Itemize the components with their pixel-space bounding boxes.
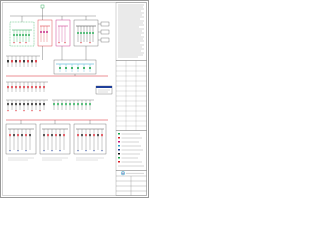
load-icon	[26, 150, 27, 151]
circuit-breaker-icon	[29, 134, 30, 136]
circuit-breaker-icon	[63, 134, 64, 136]
circuit-breaker-icon	[40, 31, 41, 33]
distribution-board-3	[56, 16, 98, 46]
circuit-breaker-icon	[55, 134, 56, 136]
circuit-breaker-icon	[13, 134, 14, 136]
circuit-breaker-icon	[31, 60, 33, 62]
circuit-breaker-icon	[15, 60, 17, 62]
load-icon	[102, 150, 103, 151]
circuit-breaker-icon	[19, 103, 20, 105]
circuit-breaker-icon	[35, 103, 36, 105]
panel-schedule-table	[116, 61, 147, 131]
circuit-breaker-icon	[43, 86, 44, 88]
circuit-breaker-icon	[23, 60, 25, 62]
circuit-breaker-icon	[28, 34, 29, 36]
circuit-breaker-icon	[83, 67, 85, 69]
load-icon	[59, 42, 60, 43]
circuit-breaker-icon	[89, 32, 90, 34]
circuit-breaker-icon	[80, 32, 81, 34]
legend-symbol	[118, 157, 120, 159]
circuit-breaker-icon	[19, 86, 20, 88]
circuit-breaker-icon	[35, 60, 37, 62]
board-frame	[40, 124, 70, 154]
feeder-row-2	[6, 82, 48, 92]
circuit-breaker-icon	[19, 34, 20, 36]
circuit-breaker-icon	[69, 103, 70, 105]
circuit-breaker-icon	[15, 103, 16, 105]
circuit-breaker-icon	[27, 103, 28, 105]
board-frame	[38, 20, 52, 46]
circuit-breaker-icon	[16, 34, 17, 36]
feeder-row-1	[6, 56, 40, 67]
circuit-breaker-icon	[11, 86, 12, 88]
load-icon	[94, 150, 95, 151]
circuit-breaker-icon	[43, 103, 44, 105]
circuit-breaker-icon	[97, 134, 98, 136]
circuit-breaker-icon	[77, 32, 78, 34]
circuit-breaker-icon	[46, 31, 47, 33]
circuit-breaker-icon	[7, 103, 8, 105]
load-icon	[90, 42, 91, 43]
distribution-board-2	[38, 16, 52, 46]
circuit-breaker-icon	[47, 134, 48, 136]
circuit-breaker-icon	[31, 86, 32, 88]
load-icon	[14, 42, 15, 43]
incoming-transformer	[41, 5, 44, 8]
board-captions	[8, 158, 104, 160]
load-icon	[65, 42, 66, 43]
circuit-breaker-icon	[61, 103, 62, 105]
load-icon	[24, 110, 25, 111]
circuit-breaker-icon	[65, 103, 66, 105]
load-icon	[26, 42, 27, 43]
load-icon	[52, 150, 53, 151]
circuit-breaker-icon	[9, 134, 10, 136]
red-feeder-bus	[6, 74, 108, 76]
circuit-breaker-icon	[93, 134, 94, 136]
circuit-breaker-icon	[92, 32, 93, 34]
load-icon	[16, 110, 17, 111]
load-icon	[10, 150, 11, 151]
legend-symbol	[118, 137, 120, 139]
circuit-breaker-icon	[89, 67, 91, 69]
legend-symbol	[118, 133, 120, 135]
lower-distribution-boards	[6, 120, 108, 154]
circuit-breaker-icon	[27, 86, 28, 88]
legend-symbol	[118, 161, 120, 163]
circuit-breaker-icon	[19, 60, 21, 62]
circuit-breaker-icon	[59, 134, 60, 136]
circuit-breaker-icon	[11, 103, 12, 105]
circuit-breaker-icon	[7, 86, 8, 88]
circuit-breaker-icon	[77, 103, 78, 105]
company-logo	[121, 171, 144, 175]
circuit-breaker-icon	[15, 86, 16, 88]
metering-unit	[96, 86, 112, 94]
load-icon	[20, 42, 21, 43]
circuit-breaker-icon	[39, 86, 40, 88]
circuit-breaker-icon	[89, 134, 90, 136]
general-notes	[117, 2, 146, 59]
load-icon	[81, 42, 82, 43]
circuit-breaker-icon	[53, 103, 54, 105]
load-icon	[18, 150, 19, 151]
distribution-board-1	[10, 16, 34, 46]
circuit-breaker-icon	[35, 86, 36, 88]
circuit-breaker-icon	[81, 103, 82, 105]
circuit-breaker-icon	[65, 67, 67, 69]
circuit-breaker-icon	[85, 134, 86, 136]
feeder-row-4	[52, 100, 94, 110]
legend-symbol	[118, 149, 120, 151]
circuit-breaker-icon	[27, 60, 29, 62]
load-icon	[8, 110, 9, 111]
circuit-breaker-icon	[43, 31, 44, 33]
circuit-breaker-icon	[22, 34, 23, 36]
circuit-breaker-icon	[25, 34, 26, 36]
board-frame	[6, 124, 36, 154]
circuit-breaker-icon	[59, 67, 61, 69]
circuit-breaker-icon	[89, 103, 90, 105]
circuit-breaker-icon	[71, 67, 73, 69]
load-icon	[44, 150, 45, 151]
circuit-breaker-icon	[57, 103, 58, 105]
circuit-breaker-icon	[7, 60, 9, 62]
feeder-row-3	[6, 100, 48, 111]
circuit-breaker-icon	[85, 103, 86, 105]
circuit-breaker-icon	[21, 134, 22, 136]
circuit-breaker-icon	[86, 32, 87, 34]
legend-symbol	[118, 153, 120, 155]
title-block	[116, 171, 147, 196]
circuit-breaker-icon	[23, 86, 24, 88]
load-icon	[32, 110, 33, 111]
circuit-breaker-icon	[101, 134, 102, 136]
legend-box	[116, 131, 147, 171]
circuit-breaker-icon	[17, 134, 18, 136]
circuit-breaker-icon	[25, 134, 26, 136]
circuit-breaker-icon	[31, 103, 32, 105]
circuit-breaker-icon	[43, 134, 44, 136]
circuit-breaker-icon	[73, 103, 74, 105]
circuit-breaker-icon	[51, 134, 52, 136]
legend-symbol	[118, 141, 120, 143]
main-distribution-panel	[43, 46, 97, 74]
incoming-supply	[10, 5, 96, 16]
load-icon	[60, 150, 61, 151]
circuit-breaker-icon	[11, 60, 13, 62]
legend-items	[118, 133, 144, 166]
load-icon	[86, 150, 87, 151]
circuit-breaker-icon	[23, 103, 24, 105]
load-icon	[40, 110, 41, 111]
legend-symbol	[118, 145, 120, 147]
circuit-breaker-icon	[77, 67, 79, 69]
board-frame	[56, 20, 70, 46]
circuit-breaker-icon	[77, 134, 78, 136]
circuit-breaker-icon	[81, 134, 82, 136]
circuit-breaker-icon	[39, 103, 40, 105]
load-icon	[78, 150, 79, 151]
circuit-breaker-icon	[13, 34, 14, 36]
circuit-breaker-icon	[83, 32, 84, 34]
annotation-blocks	[98, 22, 109, 42]
